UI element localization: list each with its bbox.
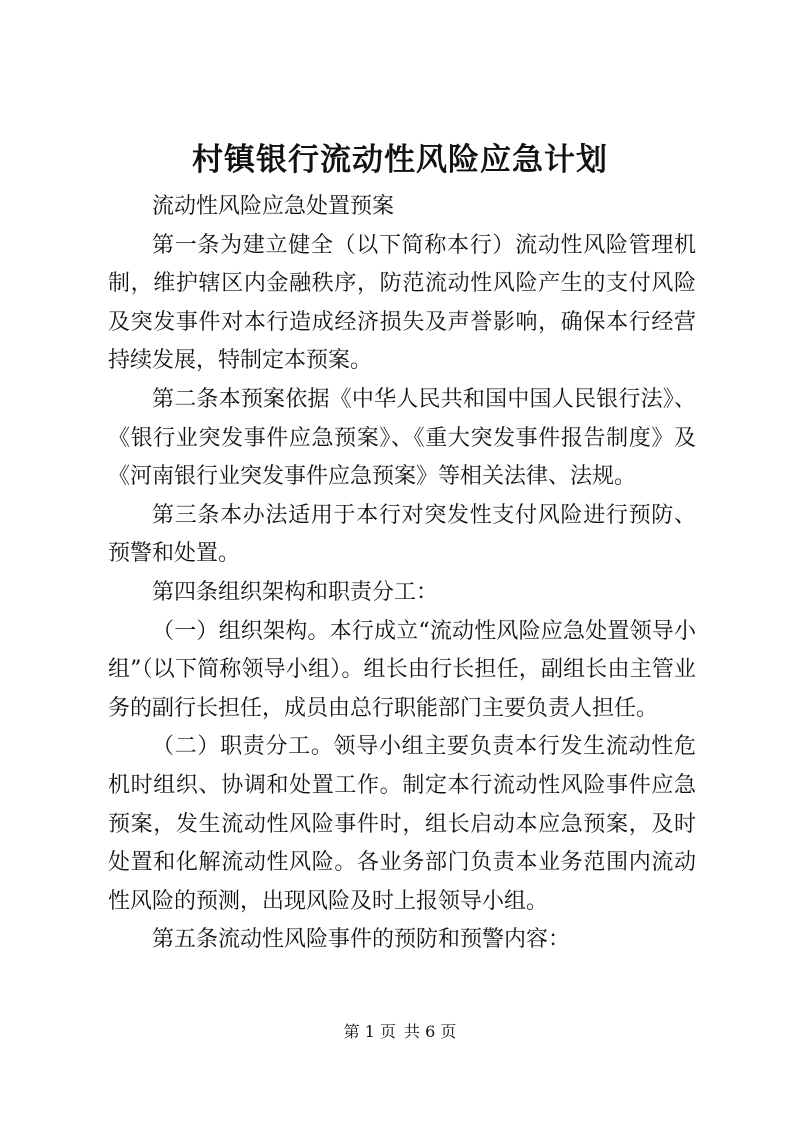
document-body [108, 188, 696, 960]
paragraph-organization: （一）组织架构。本行成立“流动性风险应急处置领导小组”（以下简称领导小组）。组长由行长担任，副组长由主管业务的副行长担任，成员由总行职能部门主要负责人担任。 [108, 618, 696, 721]
page-number: 第 1 页 [343, 1022, 396, 1041]
paragraph-subtitle: 流动性风险应急处置预案 [152, 194, 395, 219]
paragraph-article-1: 第一条为建立健全（以下简称本行）流动性风险管理机制，维护辖区内金融秩序，防范流动性风险产生的支付风险及突发事件对本行造成经济损失及声誉影响，确保本行经营持续发展，特制定本预案。 [108, 232, 696, 374]
paragraph-article-2: 第二条本预案依据《中华人民共和国中国人民银行法》、《银行业突发事件应急预案》、《重大突发事件报告制度》及《河南银行业突发事件应急预案》等相关法律、法规。 [108, 386, 696, 490]
paragraph-article-3: 第三条本办法适用于本行对突发性支付风险进行预防、预警和处置。 [108, 502, 696, 567]
paragraph-article-4: 第四条组织架构和职责分工： [152, 579, 439, 605]
document-title: 村镇银行流动性风险应急计划 [192, 142, 608, 178]
page-footer [0, 1020, 800, 1044]
paragraph-article-5: 第五条流动性风险事件的预防和预警内容： [152, 927, 571, 953]
paragraph-responsibilities: （二）职责分工。领导小组主要负责本行发生流动性危机时组织、协调和处置工作。制定本行流动性风险事件应急预案，发生流动性风险事件时，组长启动本应急预案，及时处置和化解流动性风险。各业务部门负责本业务范围内流动性风险的预测，出现风险及时上报领导小组。 [108, 734, 696, 914]
page-total: 共 6 页 [404, 1022, 457, 1041]
